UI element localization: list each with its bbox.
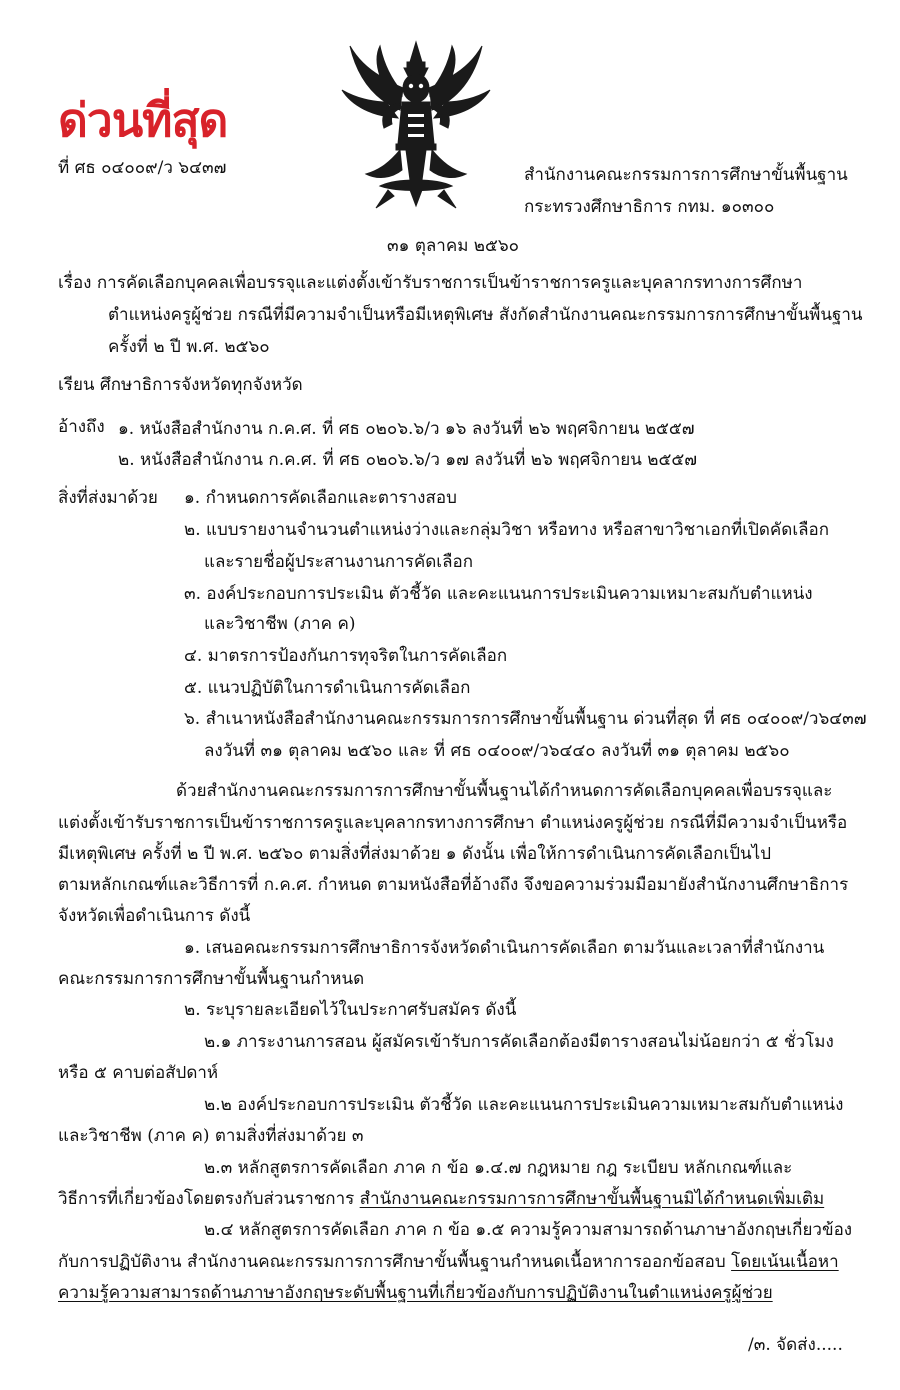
body-paragraph-line: ด้วยสำนักงานคณะกรรมการการศึกษาขั้นพื้นฐานได้กำหนดการคัดเลือกบุคคลเพื่อบรรจุและ — [176, 781, 833, 801]
document-date: ๓๑ ตุลาคม ๒๕๖๐ — [387, 236, 520, 256]
reference-number: ที่ ศธ ๐๔๐๐๙/ว ๖๔๓๗ — [58, 158, 227, 178]
subject-line-1: เรื่อง การคัดเลือกบุคคลเพื่อบรรจุและแต่งตั้งเข้ารับราชการเป็นข้าราชการครูและบุคลากรทางการศึกษา — [58, 273, 803, 293]
body-paragraph-line: มีเหตุพิเศษ ครั้งที่ ๒ ปี พ.ศ. ๒๕๖๐ ตามสิ่งที่ส่งมาด้วย ๑ ดังนั้น เพื่อให้การดำเนินการคัดเลือกเป็นไป — [58, 844, 772, 864]
action-item-1-cont: คณะกรรมการการศึกษาขั้นพื้นฐานกำหนด — [58, 969, 365, 989]
garuda-emblem — [336, 40, 496, 210]
action-item-1: ๑. เสนอคณะกรรมการศึกษาธิการจังหวัดดำเนินการคัดเลือก ตามวันและเวลาที่สำนักงาน — [184, 938, 825, 958]
continuation-note: /๓. จัดส่ง..... — [748, 1335, 843, 1355]
subject-line-2: ตำแหน่งครูผู้ช่วย กรณีที่มีความจำเป็นหรือมีเหตุพิเศษ สังกัดสำนักงานคณะกรรมการการศึกษาขั้นพื้นฐาน — [108, 305, 863, 325]
enclosure-item-5: ๕. แนวปฏิบัติในการดำเนินการคัดเลือก — [184, 678, 471, 698]
sub-item-2-4-cont — [58, 1254, 839, 1271]
sub-item-2-3: ๒.๓ หลักสูตรการคัดเลือก ภาค ก ข้อ ๑.๔.๗ กฎหมาย กฎ ระเบียบ หลักเกณฑ์และ — [204, 1158, 793, 1178]
reference-item-2: ๒. หนังสือสำนักงาน ก.ค.ศ. ที่ ศธ ๐๒๐๖.๖/ว ๑๗ ลงวันที่ ๒๖ พฤศจิกายน ๒๕๕๗ — [118, 450, 697, 470]
subject-line-3: ครั้งที่ ๒ ปี พ.ศ. ๒๕๖๐ — [108, 337, 270, 357]
sub-item-2-4-underlined: โดยเน้นเนื้อหา — [731, 1252, 839, 1272]
reference-item-1: ๑. หนังสือสำนักงาน ก.ค.ศ. ที่ ศธ ๐๒๐๖.๖/ว ๑๖ ลงวันที่ ๒๖ พฤศจิกายน ๒๕๕๗ — [118, 419, 695, 439]
enclosure-item-2-cont: และรายชื่อผู้ประสานงานการคัดเลือก — [204, 552, 474, 572]
reference-label: อ้างถึง — [58, 417, 105, 437]
enclosure-item-1: ๑. กำหนดการคัดเลือกและตารางสอบ — [184, 488, 457, 508]
sub-item-2-2: ๒.๒ องค์ประกอบการประเมิน ตัวชี้วัด และคะแนนการประเมินความเหมาะสมกับตำแหน่ง — [204, 1095, 844, 1115]
addressee: เรียน ศึกษาธิการจังหวัดทุกจังหวัด — [58, 375, 303, 395]
sub-item-2-4-text: กับการปฏิบัติงาน สำนักงานคณะกรรมการการศึกษาขั้นพื้นฐานกำหนดเนื้อหาการออกข้อสอบ — [58, 1252, 732, 1272]
enclosure-label: สิ่งที่ส่งมาด้วย — [58, 488, 158, 508]
sub-item-2-1: ๒.๑ ภาระงานการสอน ผู้สมัครเข้ารับการคัดเลือกต้องมีตารางสอนไม่น้อยกว่า ๕ ชั่วโมง — [204, 1032, 834, 1052]
sub-item-2-3-underlined: สำนักงานคณะกรรมการการศึกษาขั้นพื้นฐานมิได้กำหนดเพิ่มเติม — [359, 1189, 825, 1209]
enclosure-item-3: ๓. องค์ประกอบการประเมิน ตัวชี้วัด และคะแนนการประเมินความเหมาะสมกับตำแหน่ง — [184, 584, 813, 604]
body-paragraph-line: ตามหลักเกณฑ์และวิธีการที่ ก.ค.ศ. กำหนด ตามหนังสือที่อ้างถึง จึงขอความร่วมมือมายังสำนักงานศึกษาธิการ — [58, 875, 849, 895]
enclosure-item-6-cont: ลงวันที่ ๓๑ ตุลาคม ๒๕๖๐ และ ที่ ศธ ๐๔๐๐๙/ว๖๔๔๐ ลงวันที่ ๓๑ ตุลาคม ๒๕๖๐ — [204, 741, 790, 761]
enclosure-item-6: ๖. สำเนาหนังสือสำนักงานคณะกรรมการการศึกษาขั้นพื้นฐาน ด่วนที่สุด ที่ ศธ ๐๔๐๐๙/ว๖๔๓๗ — [184, 709, 867, 729]
sub-item-2-4: ๒.๔ หลักสูตรการคัดเลือก ภาค ก ข้อ ๑.๕ ความรู้ความสามารถด้านภาษาอังกฤษเกี่ยวข้อง — [204, 1220, 853, 1240]
action-item-2: ๒. ระบุรายละเอียดไว้ในประกาศรับสมัคร ดังนี้ — [184, 1000, 517, 1020]
enclosure-item-2: ๒. แบบรายงานจำนวนตำแหน่งว่างและกลุ่มวิชา หรือทาง หรือสาขาวิชาเอกที่เปิดคัดเลือก — [184, 520, 830, 540]
enclosure-item-4: ๔. มาตรการป้องกันการทุจริตในการคัดเลือก — [184, 646, 508, 666]
sub-item-2-4-cont-2: ความรู้ความสามารถด้านภาษาอังกฤษระดับพื้นฐานที่เกี่ยวข้องกับการปฏิบัติงานในตำแหน่งครูผู้ช่วย — [58, 1283, 773, 1303]
body-paragraph-line: จังหวัดเพื่อดำเนินการ ดังนี้ — [58, 906, 251, 926]
issuing-office: สำนักงานคณะกรรมการการศึกษาขั้นพื้นฐาน — [524, 165, 848, 185]
body-paragraph-line: แต่งตั้งเข้ารับราชการเป็นข้าราชการครูและบุคลากรทางการศึกษา ตำแหน่งครูผู้ช่วย กรณีที่มีความจำเป็นหรือ — [58, 813, 848, 833]
sub-item-2-2-cont: และวิชาชีพ (ภาค ค) ตามสิ่งที่ส่งมาด้วย ๓ — [58, 1126, 364, 1146]
sub-item-2-3-text: วิธีการที่เกี่ยวข้องโดยตรงกับส่วนราชการ — [58, 1189, 360, 1209]
enclosure-item-3-cont: และวิชาชีพ (ภาค ค) — [204, 614, 356, 634]
urgent-stamp: ด่วนที่สุด — [58, 93, 228, 147]
ministry-address: กระทรวงศึกษาธิการ กทม. ๑๐๓๐๐ — [524, 197, 775, 217]
sub-item-2-1-cont: หรือ ๕ คาบต่อสัปดาห์ — [58, 1063, 219, 1083]
sub-item-2-3-cont — [58, 1191, 824, 1208]
